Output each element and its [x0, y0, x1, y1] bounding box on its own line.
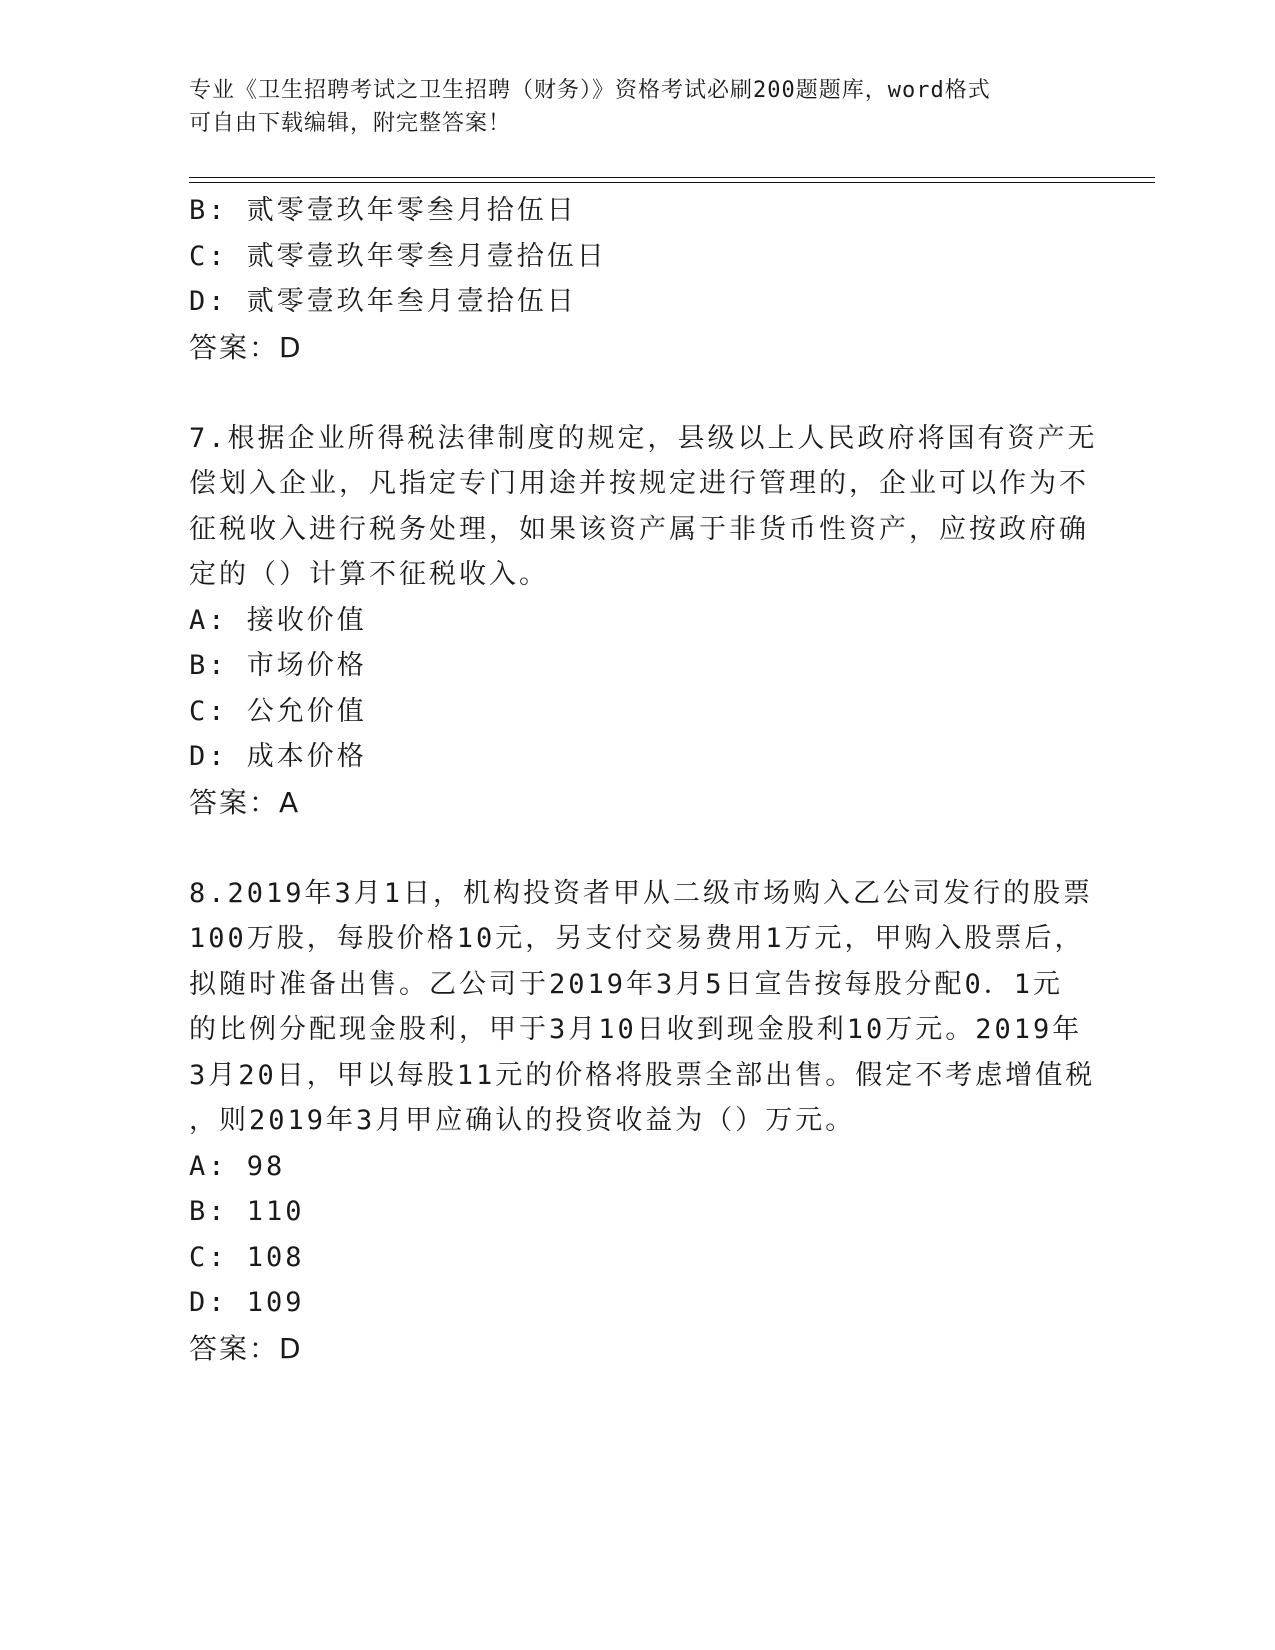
- question-7: [189, 416, 1098, 826]
- question-stem-line: 的比例分配现金股利，甲于3月10日收到现金股利10万元。2019年: [189, 1014, 1083, 1045]
- option-a: A: 98: [189, 1150, 286, 1182]
- option-b: B: 110: [189, 1196, 305, 1227]
- question-stem-line: ，则2019年3月甲应确认的投资收益为（）万元。: [189, 1105, 856, 1136]
- question-spacer: [189, 370, 1089, 416]
- header-divider-top: [189, 177, 1155, 178]
- question-stem-line: 定的（）计算不征税收入。: [189, 559, 549, 590]
- question-stem-line: 3月20日，甲以每股11元的价格将股票全部出售。假定不考虑增值税: [189, 1059, 1096, 1091]
- answer-line: 答案：D: [189, 1331, 303, 1365]
- option-a: A: 接收价值: [189, 604, 367, 636]
- question-6-tail: [189, 188, 1089, 370]
- option-d: D: 贰零壹玖年叁月壹拾伍日: [189, 286, 577, 317]
- option-c: C: 公允价值: [189, 695, 367, 727]
- option-d: D: 109: [189, 1287, 305, 1318]
- document-body: [189, 188, 1098, 1371]
- question-stem-line: 100万股，每股价格10元，另支付交易费用1万元，甲购入股票后，: [189, 923, 1085, 954]
- question-stem-line: 拟随时准备出售。乙公司于2019年3月5日宣告按每股分配0．1元: [189, 968, 1064, 1000]
- header-line-1: 专业《卫生招聘考试之卫生招聘（财务）》资格考试必刷200题题库，word格式: [189, 78, 991, 103]
- header-divider-bottom: [189, 182, 1155, 183]
- header-line-2: 可自由下载编辑，附完整答案！: [189, 111, 512, 136]
- answer-line: 答案：D: [189, 330, 303, 364]
- option-b: B: 市场价格: [189, 650, 367, 681]
- document-header: [189, 74, 1069, 140]
- question-spacer: [189, 825, 1089, 871]
- option-d: D: 成本价格: [189, 741, 367, 772]
- answer-line: 答案：A: [189, 785, 301, 819]
- question-8: [189, 871, 1096, 1372]
- question-stem-line: 8.2019年3月1日，机构投资者甲从二级市场购入乙公司发行的股票: [189, 877, 1094, 909]
- question-stem-line: 偿划入企业，凡指定专门用途并按规定进行管理的，企业可以作为不: [189, 468, 1089, 499]
- option-b: B: 贰零壹玖年零叁月拾伍日: [189, 195, 577, 226]
- option-c: C: 贰零壹玖年零叁月壹拾伍日: [189, 240, 607, 272]
- option-c: C: 108: [189, 1241, 305, 1273]
- question-stem-line: 征税收入进行税务处理，如果该资产属于非货币性资产，应按政府确: [189, 513, 1089, 545]
- question-stem-line: 7.根据企业所得税法律制度的规定，县级以上人民政府将国有资产无: [189, 422, 1098, 454]
